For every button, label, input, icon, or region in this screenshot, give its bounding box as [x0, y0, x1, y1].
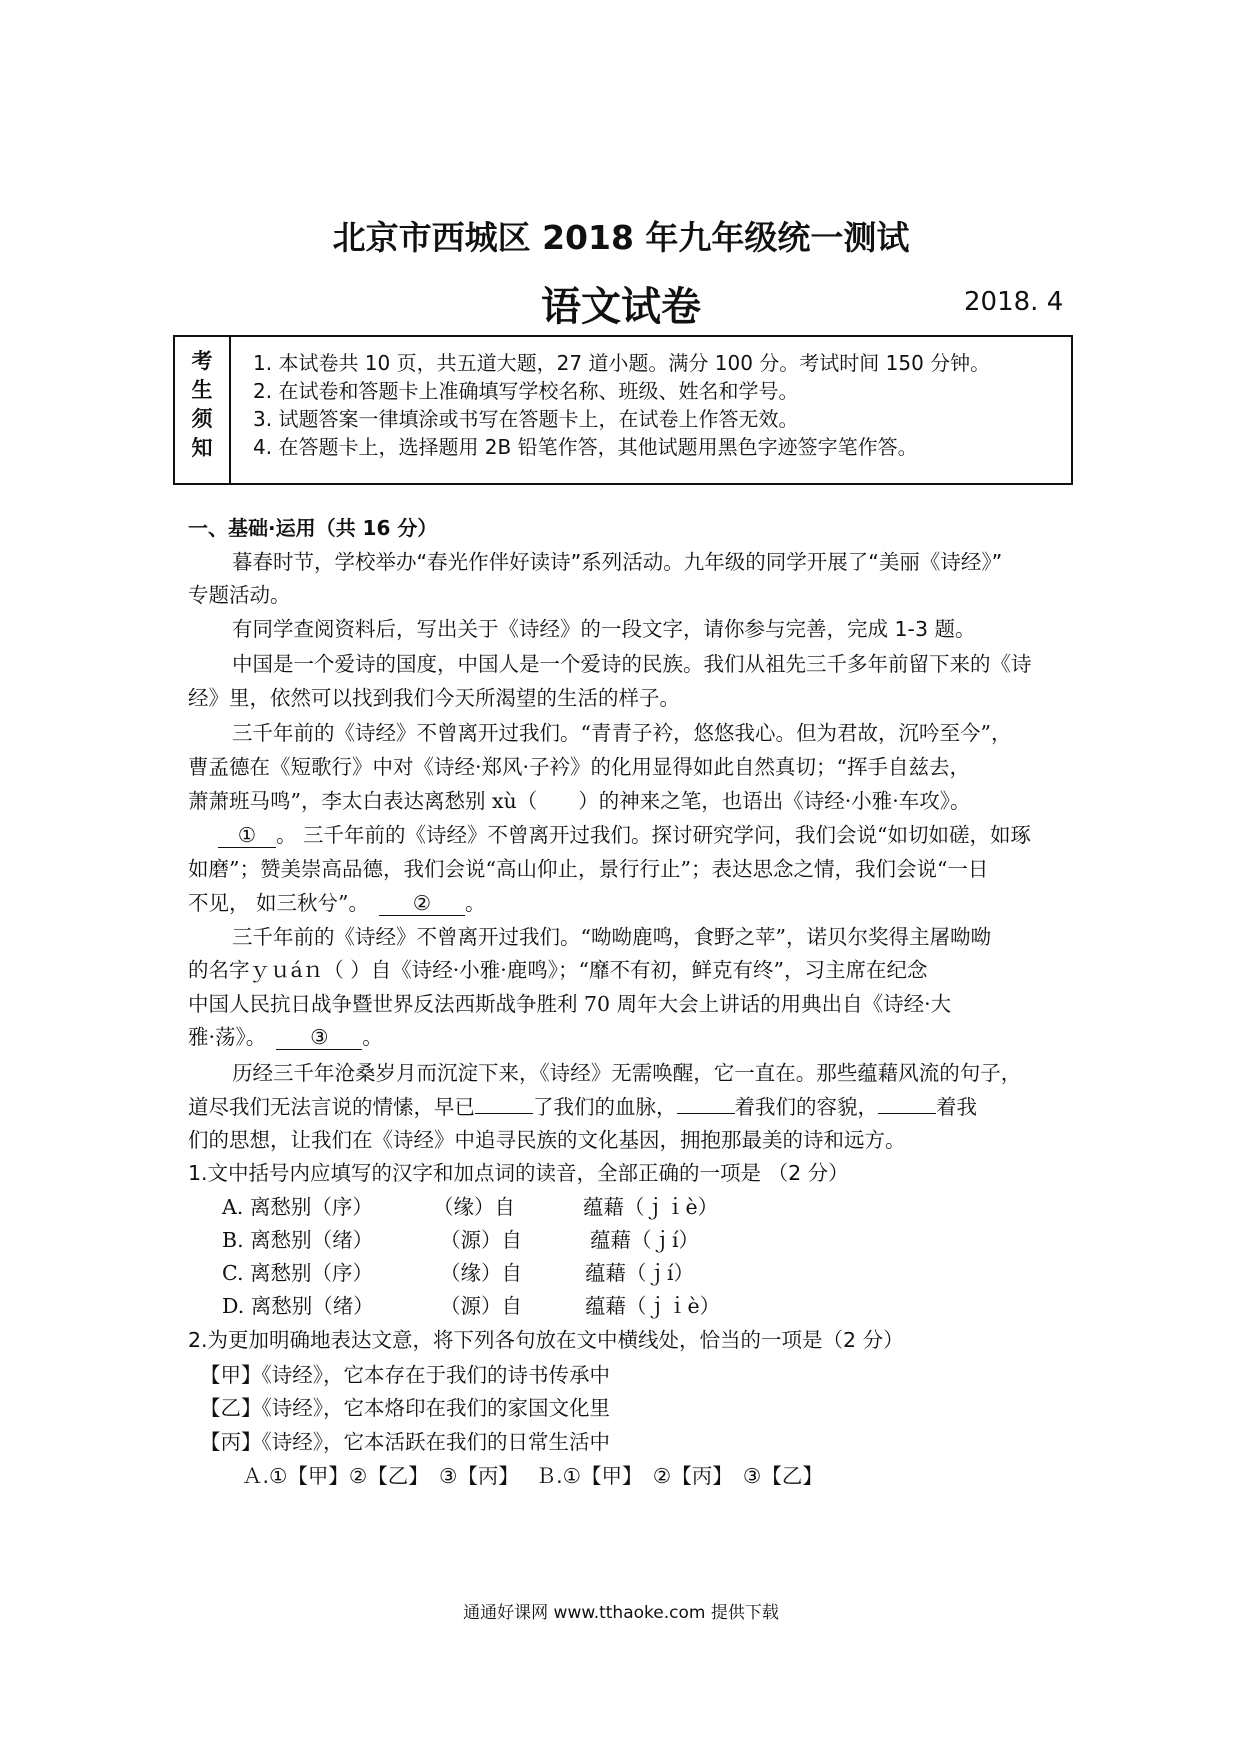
notice-rule-3: 3. 试题答案一律填涂或书写在答题卡上，在试卷上作答无效。: [253, 407, 799, 431]
notice-side-char: 考: [191, 349, 213, 373]
notice-rule-4: 4. 在答题卡上，选择题用 2B 铅笔作答，其他试题用黑色字迹签字笔作答。: [253, 435, 918, 459]
q1-option-b: B. 离愁别（绪）: [222, 1228, 374, 1252]
q2-item: 【丙】《诗经》，它本活跃在我们的日常生活中: [200, 1430, 610, 1454]
notice-rule-2: 2. 在试卷和答题卡上准确填写学校名称、班级、姓名和学号。: [253, 379, 799, 403]
para3-line: 不见， 如三秋兮”。 ② 。: [188, 891, 486, 915]
candidate-notice-box: [173, 335, 1073, 485]
download-footer: 通通好课网 www.tthaoke.com 提供下载: [463, 1603, 779, 1623]
notice-side-char: 生: [191, 378, 213, 402]
section-heading: 一、基础·运用（共 16 分）: [188, 516, 438, 540]
q2-item: 【甲】《诗经》，它本存在于我们的诗书传承中: [200, 1363, 610, 1387]
q1-option-b: （源）自: [440, 1228, 522, 1252]
q2-choices: Ａ.①【甲】②【乙】 ③【丙】 Ｂ.①【甲】 ②【丙】 ③【乙】: [242, 1464, 823, 1488]
notice-side-char: 知: [191, 436, 213, 460]
para4-line: 三千年前的《诗经》不曾离开过我们。“呦呦鹿鸣，食野之苹”，诺贝尔奖得主屠呦呦: [232, 925, 991, 949]
para2-line: 萧萧班马鸣”，李太白表达离愁别 xù（ ）的神来之笔，也语出《诗经·小雅·车攻》。: [188, 789, 971, 813]
para4-line: 中国人民抗日战争暨世界反法西斯战争胜利 70 周年大会上讲话的用典出自《诗经·大: [188, 992, 952, 1016]
q1-option-c: （缘）自: [440, 1261, 522, 1285]
q1-stem: 1.文中括号内应填写的汉字和加点词的读音，全部正确的一项是 （2 分）: [188, 1161, 849, 1185]
q1-option-d: 蕴藉（ｊｉè）: [585, 1294, 721, 1318]
q1-option-a: 蕴藉（ｊｉè）: [583, 1195, 719, 1219]
para5-line: 们的思想，让我们在《诗经》中追寻民族的文化基因，拥抱那最美的诗和远方。: [188, 1128, 906, 1152]
blank-1: ①: [218, 823, 276, 848]
notice-rule-1: 1. 本试卷共 10 页，共五道大题，27 道小题。满分 100 分。考试时间 150 分钟。: [253, 351, 991, 375]
para4-line: 的名字ｙｕáｎ（ ）自《诗经·小雅·鹿鸣》；“靡不有初，鲜克有终”，习主席在纪念: [188, 958, 928, 982]
q1-option-a: A. 离愁别（序）: [222, 1195, 373, 1219]
para2-line: 三千年前的《诗经》不曾离开过我们。“青青子衿，悠悠我心。但为君故，沉吟至今”，: [232, 721, 1012, 745]
exam-title: 北京市西城区 2018 年九年级统一测试: [332, 218, 910, 257]
exam-subtitle: 语文试卷: [541, 284, 701, 330]
blank-3: ③: [276, 1025, 362, 1050]
intro-line: 专题活动。: [188, 583, 291, 607]
q1-option-a: （缘）自: [433, 1195, 515, 1219]
para3-line: ① 。 三千年前的《诗经》不曾离开过我们。探讨研究学问，我们会说“如切如磋，如琢: [218, 818, 1031, 848]
q1-option-b: 蕴藉（ｊí）: [590, 1228, 700, 1252]
intro-line: 暮春时节，学校举办“春光作伴好读诗”系列活动。九年级的同学开展了“美丽《诗经》”: [232, 550, 1003, 574]
q1-option-c: C. 离愁别（序）: [222, 1261, 373, 1285]
para5-line: 道尽我们无法言说的情愫，早已 了我们的血脉， 着我们的容貌， 着我: [188, 1095, 977, 1119]
intro2-line: 有同学查阅资料后，写出关于《诗经》的一段文字，请你参与完善，完成 1-3 题。: [232, 617, 976, 641]
para2-line: 曹孟德在《短歌行》中对《诗经·郑风·子衿》的化用显得如此自然真切；“挥手自兹去，: [188, 755, 971, 779]
para4-line: 雅·荡》。 ③ 。: [188, 1025, 383, 1049]
q1-option-c: 蕴藉（ｊí）: [585, 1261, 695, 1285]
q1-option-d: （源）自: [440, 1294, 522, 1318]
notice-side-char: 须: [191, 407, 213, 431]
notice-side-label: [175, 337, 231, 483]
para1-line: 经》里，依然可以找到我们今天所渴望的生活的样子。: [188, 686, 680, 710]
q1-option-d: D. 离愁别（绪）: [222, 1294, 374, 1318]
para5-line: 历经三千年沧桑岁月而沉淀下来，《诗经》无需唤醒，它一直在。那些蕴藉风流的句子，: [232, 1061, 1022, 1085]
para3-line: 如磨”；赞美崇高品德，我们会说“高山仰止，景行行止”；表达思念之情，我们会说“一日: [188, 857, 989, 881]
para1-line: 中国是一个爱诗的国度，中国人是一个爱诗的民族。我们从祖先三千多年前留下来的《诗: [232, 652, 1032, 676]
q2-stem: 2.为更加明确地表达文意，将下列各句放在文中横线处，恰当的一项是（2 分）: [188, 1328, 904, 1352]
q2-item: 【乙】《诗经》，它本烙印在我们的家国文化里: [200, 1396, 610, 1420]
exam-date: 2018. 4: [964, 287, 1064, 317]
blank-2: ②: [379, 891, 465, 916]
